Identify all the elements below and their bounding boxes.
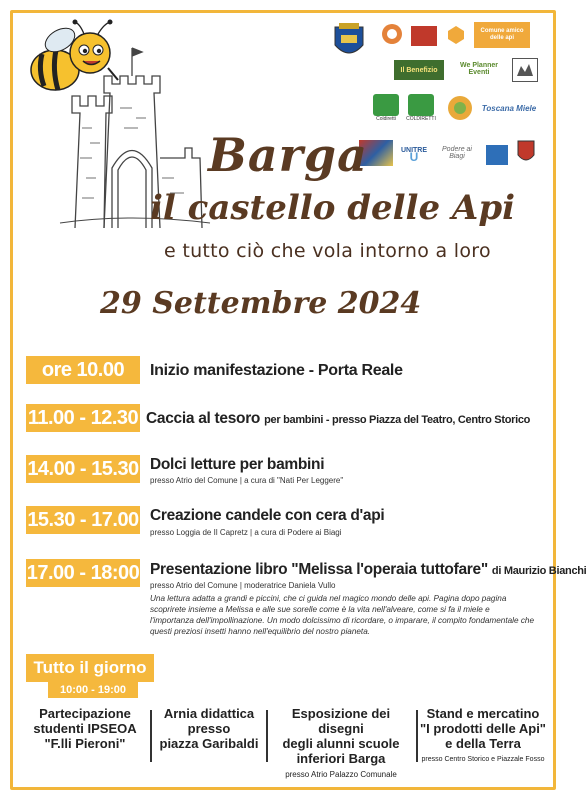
- time-badge: 14.00 - 15.30: [26, 455, 140, 483]
- logo-comune-amico-label: Comune amico delle api: [480, 28, 524, 41]
- logo-ferro-nostra: [442, 90, 478, 126]
- event-description: Una lettura adatta a grandi e piccini, che ci guida nel magico mondo delle api. Pagina dopo pagina scoprirete insieme a Melissa e alle sue sorelle come è la vita nell'alveare, come si fa il miele e l'importanza dell'impollinazione. Un modo dolcissimo di ricordare, o imparare, il compito fondamentale che questi preziosi insetti hanno nell'equilibrio del nostro pianeta.: [150, 594, 535, 636]
- event-title: [146, 410, 530, 428]
- logo-nati-per-leggere: [484, 138, 510, 172]
- event-title: Creazione candele con cera d'api: [150, 507, 385, 524]
- logo-benefizio: Il Benefizio: [394, 60, 444, 80]
- title-subtitle: e tutto ciò che vola intorno a loro: [164, 240, 491, 262]
- logo-coldiretti: Coldiretti: [370, 90, 402, 126]
- time-badge: ore 10.00: [26, 356, 140, 384]
- event-date: 29 Settembre 2024: [100, 286, 422, 321]
- event-title: Dolci letture per bambini: [150, 456, 325, 473]
- all-day-item-location: presso Atrio Palazzo Comunale: [285, 770, 397, 779]
- logo-podere-biagi: Podere ai Biagi: [442, 146, 472, 160]
- time-badge: 15.30 - 17.00: [26, 506, 140, 534]
- event-location: presso Atrio del Comune | a cura di "Nati Per Leggere": [150, 476, 344, 485]
- time-badge: 11.00 - 12.30: [26, 404, 140, 432]
- bee-drawing: [31, 20, 118, 91]
- all-day-item-location: presso Centro Storico e Piazzale Fosso: [421, 756, 545, 763]
- event-location: presso Loggia de Il Capretz | a cura di Podere ai Biagi: [150, 528, 342, 537]
- logo-comune-amico-api: [444, 22, 468, 48]
- event-title: [150, 561, 586, 579]
- all-day-item: Esposizione dei disegni degli alunni scuole inferiori Barga presso Atrio Palazzo Comunale: [270, 706, 412, 780]
- all-day-badge: Tutto il giorno: [26, 654, 154, 682]
- logo-weplanner: We Planner Eventi: [460, 62, 498, 76]
- logo-barga-crest: [514, 138, 538, 166]
- title-castello: il castello delle Api: [150, 188, 516, 228]
- event-location: presso Atrio del Comune | moderatrice Daniela Vullo: [150, 581, 336, 590]
- logo-toscana-miele: Toscana Miele: [481, 103, 537, 113]
- logo-borgo-bello: [380, 22, 404, 46]
- event-title-main: Presentazione libro "Melissa l'operaia tuttofare": [150, 561, 488, 578]
- logo-coldiretti-barga-red: [410, 22, 438, 50]
- time-badge: 17.00 - 18:00: [26, 559, 140, 587]
- event-title: Inizio manifestazione - Porta Reale: [150, 362, 403, 379]
- logo-unitre: UNITRE U: [400, 147, 428, 164]
- all-day-hours: 10:00 - 19:00: [48, 682, 138, 698]
- title-barga: Barga: [208, 128, 368, 182]
- event-title-author: di Maurizio Bianchi: [491, 565, 586, 577]
- all-day-item: Stand e mercatino "I prodotti delle Api" e della Terra presso Centro Storico e Piazzale Fosso: [418, 706, 548, 765]
- logo-comune-amico: [474, 22, 530, 48]
- all-day-item: Arnia didattica presso piazza Garibaldi: [159, 706, 259, 751]
- column-divider: [150, 710, 152, 762]
- logo-piccolo-barga: [512, 58, 538, 82]
- all-day-item: Partecipazione studenti IPSEOA "F.lli Pieroni": [33, 706, 137, 751]
- event-title-main: Caccia al tesoro: [146, 410, 261, 427]
- logo-comune-barga: [330, 18, 368, 64]
- event-title-detail: per bambini - presso Piazza del Teatro, Centro Storico: [264, 414, 531, 426]
- logo-coldiretti-donne: COLDIRETTI: [404, 90, 438, 126]
- column-divider: [266, 710, 268, 762]
